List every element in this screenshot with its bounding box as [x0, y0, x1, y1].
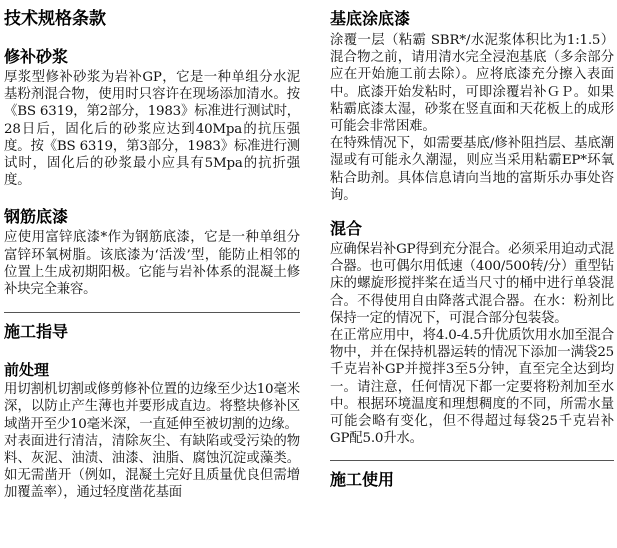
mixing-paragraph-2: 在正常应用中，将4.0-4.5升优质饮用水加至混合物中，并在保持机器运转的情况下添加一满袋25千克岩补GP并搅拌3至5分钟，直至完全达到均一。请注意，任何情况下都一定要将粉剂加至水中。根据环境温度和理想稠度的不同，所需水量可能会略有变化，但不得超过每袋25千克岩补GP配5.0升水。 [330, 328, 614, 447]
divider [330, 460, 614, 461]
construction-guide-heading: 施工指导 [4, 322, 69, 342]
repair-mortar-text: 厚浆型修补砂浆为岩补GP，它是一种单组分水泥基粉剂混合物，使用时只容许在现场添加清水。按《BS 6319，第2部分，1983》标准进行测试时，28日后，固化后的砂浆应达到40Mpa的抗压强度。按《BS 6319，第3部分，1983》标准进行测试时，固化后的砂浆最小应具有5Mpa的抗折强度。 [4, 70, 300, 189]
pretreatment-paragraph-1: 用切割机切割或修剪修补位置的边缘至少达10毫米深，以防止产生薄也并要形成直边。将整块修补区域凿开至少10毫米深，一直延伸至被切割的边缘。 [4, 382, 300, 432]
application-heading: 施工使用 [330, 470, 395, 490]
pretreatment-heading: 前处理 [4, 361, 50, 380]
mixing-heading: 混合 [330, 219, 363, 239]
rebar-primer-heading: 钢筋底漆 [4, 207, 69, 227]
mixing-paragraph-1: 应确保岩补GP得到充分混合。必须采用迫动式混合器。也可偶尔用低速（400/500转/分）重型钻床的螺旋形搅拌桨在适当尺寸的桶中进行单袋混合。不得使用自由降落式混合器。在水：粉剂比保持一定的情况下，可混合部分包装袋。 [330, 242, 614, 326]
substrate-primer-paragraph-2: 在特殊情况下，如需要基底/修补阻挡层、基底潮湿或有可能永久潮湿，则应当采用粘霸EP*环氧粘合助剂。具体信息请向当地的富斯乐办事处咨询。 [330, 136, 614, 203]
right-column [330, 0, 614, 491]
substrate-primer-heading: 基底涂底漆 [330, 9, 411, 28]
rebar-primer-text: 应使用富锌底漆*作为钢筋底漆，它是一种单组分富锌环氧树脂。该底漆为‘活泼’型，能防止相邻的位置上生成初期阳极。它能与岩补体系的混凝土修补块完全兼容。 [4, 230, 300, 298]
substrate-primer-paragraph-1: 涂覆一层（粘霸 SBR*/水泥浆体积比为1:1.5）混合物之前，请用清水完全浸泡基底（多余部分应在开始施工前去除）。应将底漆充分擦入表面中。底漆开始发粘时，可即涂覆岩补ＧＰ。如果粘霸底漆太湿，砂浆在竖直面和天花板上的成形可能会非常困难。 [330, 33, 614, 135]
divider [4, 312, 300, 313]
repair-mortar-heading: 修补砂浆 [4, 47, 69, 66]
pretreatment-paragraph-2: 对表面进行清洁，清除灰尘、有缺陷或受污染的物料、灰泥、油渍、油漆、油脂、腐蚀沉淀或藻类。如无需凿开（例如，混凝土完好且质量优良但需增加覆盖率），通过轻度凿花基面 [4, 433, 300, 501]
spec-title: 技术规格条款 [4, 9, 106, 29]
left-column [4, 0, 300, 502]
